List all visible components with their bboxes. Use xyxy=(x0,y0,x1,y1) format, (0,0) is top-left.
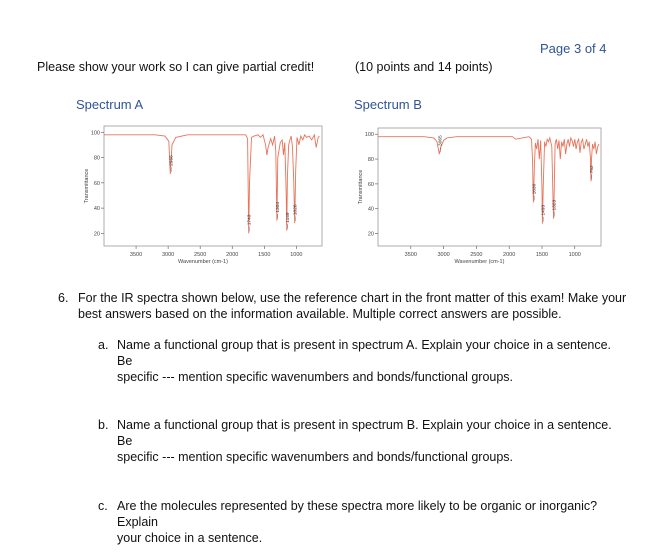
question-6b-line-2: specific --- mention specific wavenumbers and bonds/functional groups. xyxy=(117,450,514,464)
question-6b xyxy=(98,417,618,464)
peak-label: — 1630 xyxy=(532,183,538,201)
x-axis-label: Wavenumber (cm-1) xyxy=(178,259,228,265)
x-tick-label: 3500 xyxy=(404,252,417,258)
question-6b-label: b. xyxy=(98,418,109,432)
y-tick-label: 100 xyxy=(90,130,100,137)
y-tick-label: 20 xyxy=(367,231,374,238)
peak-label: — 1304 xyxy=(275,201,281,219)
y-tick-label: 60 xyxy=(93,180,100,187)
question-6 xyxy=(58,290,638,326)
y-tick-label: 40 xyxy=(367,206,374,213)
peak-label: — 1149 xyxy=(285,212,291,229)
x-tick-label: 2000 xyxy=(226,252,239,258)
instruction-text: Please show your work so I can give partial credit! xyxy=(37,60,315,74)
peak-label: — 1493 xyxy=(541,204,547,222)
peak-label: — 752 xyxy=(590,165,596,180)
y-tick-label: 20 xyxy=(93,231,100,238)
x-tick-label: 3000 xyxy=(437,252,450,258)
spectrum-b-chart xyxy=(345,118,610,278)
x-tick-label: 2500 xyxy=(194,252,207,258)
question-6c-line-1: Are the molecules represented by these spectra more likely to be organic or inorganic? Explain xyxy=(117,499,598,529)
question-6c-line-2: your choice in a sentence. xyxy=(117,531,263,545)
question-6b-line-1: Name a functional group that is present in spectrum B. Explain your choice in a sentence. Be xyxy=(117,418,612,448)
question-6a-line-1: Name a functional group that is present in spectrum A. Explain your choice in a sentence. Be xyxy=(117,338,612,368)
x-tick-label: 1500 xyxy=(258,252,271,258)
y-axis-label: Transmittance xyxy=(358,169,364,205)
peak-label: — 1026 xyxy=(293,204,299,222)
x-tick-label: 1500 xyxy=(535,252,549,258)
plot-frame xyxy=(378,128,601,246)
page-number: Page 3 of 4 xyxy=(540,41,607,56)
y-tick-label: 40 xyxy=(93,206,100,213)
x-tick-label: 3000 xyxy=(161,252,175,258)
y-axis-label: Transmittance xyxy=(84,168,90,204)
y-tick-label: 100 xyxy=(364,132,374,139)
x-tick-label: 1000 xyxy=(290,252,303,258)
spectrum-b-title: Spectrum B xyxy=(354,97,422,112)
x-tick-label: 1000 xyxy=(568,252,581,258)
spectrum-line xyxy=(378,137,599,224)
spectrum-a-chart xyxy=(70,118,330,278)
question-6c-label: c. xyxy=(98,499,108,513)
peak-label: — 1323 xyxy=(552,199,558,217)
question-6c xyxy=(98,498,618,545)
y-tick-label: 80 xyxy=(93,155,100,162)
x-tick-label: 2000 xyxy=(503,252,516,258)
question-6-line-1: For the IR spectra shown below, use the reference chart in the front matter of this exam! Make your xyxy=(78,291,627,305)
question-6a-label: a. xyxy=(98,338,109,352)
peak-label: — 1743 xyxy=(247,214,253,232)
spectrum-a-title: Spectrum A xyxy=(76,97,144,112)
x-tick-label: 2500 xyxy=(470,252,483,258)
question-6-line-2: best answers based on the information available. Multiple correct answers are possible. xyxy=(78,307,562,321)
points-text: (10 points and 14 points) xyxy=(355,60,493,74)
question-6a-line-2: specific --- mention specific wavenumbers and bonds/functional groups. xyxy=(117,370,514,384)
y-tick-label: 80 xyxy=(367,157,374,164)
question-6a xyxy=(98,337,618,384)
peak-label: — 3065 xyxy=(438,135,444,153)
x-tick-label: 3500 xyxy=(129,252,143,258)
question-6-number: 6. xyxy=(58,291,69,305)
x-axis-label: Wavenumber (cm-1) xyxy=(454,259,505,265)
peak-label: — 2966 xyxy=(169,155,175,172)
y-tick-label: 60 xyxy=(367,181,374,188)
